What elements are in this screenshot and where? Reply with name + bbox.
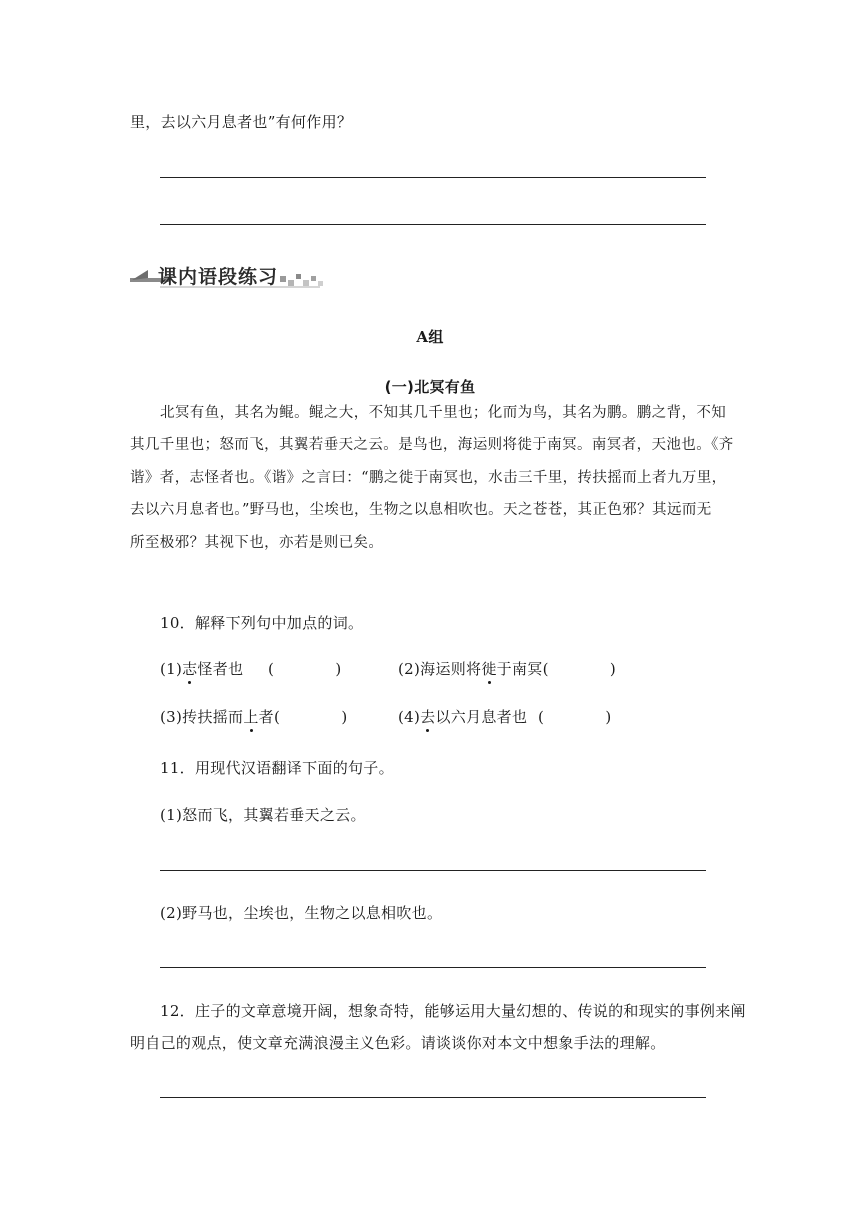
q10-item-3-blank[interactable]: ( ) [273,708,348,726]
dotted-word: 志 [182,660,198,678]
text-after: 怪者也 [197,660,244,678]
text-after: 于南冥 [496,660,543,678]
item-number: (2) [398,660,421,678]
q10-item-1 [160,658,243,680]
answer-line[interactable] [160,1097,706,1098]
question-11-stem: 11．用现代汉语翻译下面的句子。 [160,759,394,777]
passage-line: 所至极邪？其视下也，亦若是则已矣。 [130,535,384,551]
text-after: 以六月息者也 [435,708,528,726]
answer-line[interactable] [160,870,706,871]
text-before: 海运则将 [420,660,482,678]
item-number: (4) [398,708,421,726]
passage-line: 其几千里也；怒而飞，其翼若垂天之云。是鸟也，海运则将徙于南冥。南冥者，天池也。《齐 [130,437,734,453]
dotted-word: 上 [243,708,259,726]
item-number: (1) [160,660,183,678]
q10-item-2 [398,658,616,680]
question-10-stem: 10．解释下列句中加点的词。 [160,614,364,632]
question-12-line: 12．庄子的文章意境开阔，想象奇特，能够运用大量幻想的、传说的和现实的事例来阐 [160,1002,746,1020]
passage-line: 去以六月息者也。”野马也，尘埃也，生物之以息相吹也。天之苍苍，其正色邪？其远而无 [130,502,712,518]
answer-line[interactable] [160,224,706,225]
item-number: (3) [160,708,183,726]
q10-item-2-blank[interactable]: ( ) [542,660,617,678]
q10-item-3 [160,706,348,728]
section-banner-title: 课内语段练习 [158,266,279,288]
q11-sub-2: (2)野马也，尘埃也，生物之以息相吹也。 [160,904,443,922]
passage-title: (一)北冥有鱼 [384,378,476,396]
passage-line: 谐》者，志怪者也。《谐》之言曰：“鹏之徙于南冥也，水击三千里，抟扶摇而上者九万里， [130,470,727,486]
prev-question-text: 里，去以六月息者也”有何作用？ [130,113,353,131]
answer-line[interactable] [160,177,706,178]
text-before: 抟扶摇而 [182,708,244,726]
group-label: A组 [416,328,444,346]
q11-sub-1: (1)怒而飞，其翼若垂天之云。 [160,806,366,824]
answer-line[interactable] [160,967,706,968]
dotted-word: 徙 [481,660,497,678]
question-12-line: 明自己的观点，使文章充满浪漫主义色彩。请谈谈你对本文中想象手法的理解。 [130,1034,666,1052]
q10-item-1-blank[interactable]: ( ) [268,660,342,678]
passage-line: 北冥有鱼，其名为鲲。鲲之大，不知其几千里也；化而为鸟，其名为鹏。鹏之背，不知 [160,405,727,421]
q10-item-4-blank[interactable]: ( ) [538,708,612,726]
dotted-word: 去 [420,708,436,726]
text-after: 者 [258,708,274,726]
q10-item-4 [398,706,527,728]
